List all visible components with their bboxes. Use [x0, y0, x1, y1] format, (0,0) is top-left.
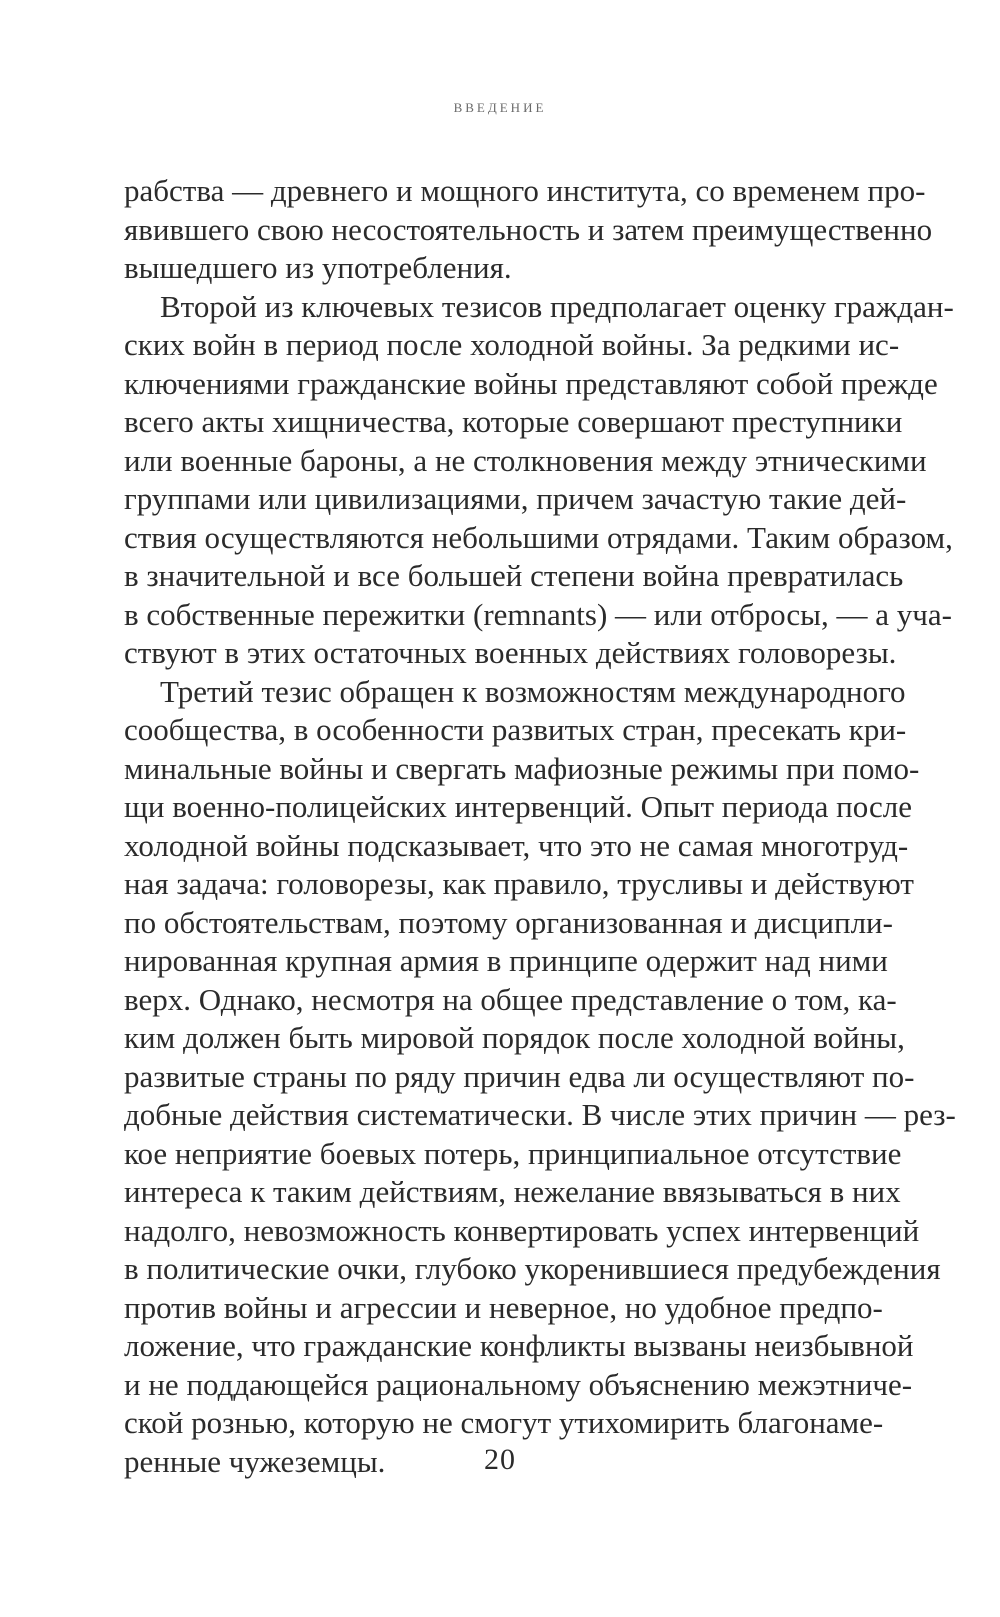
text-line: верх. Однако, несмотря на общее представление о том, ка-	[124, 981, 897, 1017]
text-line: ствия осуществляются небольшими отрядами. Таким образом,	[124, 519, 953, 555]
text-line: по обстоятельствам, поэтому организованная и дисципли-	[124, 904, 893, 940]
text-line: в значительной и все большей степени война превратилась	[124, 558, 904, 593]
text-line: явившего свою несостоятельность и затем преимущественно	[124, 211, 933, 247]
paragraph-2	[124, 288, 954, 673]
text-line: ренные чужеземцы.	[124, 1443, 386, 1479]
text-line: ской рознью, которую не смогут утихомирить благонаме-	[124, 1405, 884, 1440]
text-line: и не поддающейся рациональному объяснению межэтниче-	[124, 1366, 913, 1402]
text-line: вышедшего из употребления.	[124, 250, 512, 285]
text-line: надолго, невозможность конвертировать успех интервенций	[124, 1212, 920, 1248]
page-number: 20	[484, 1443, 516, 1476]
text-line: развитые страны по ряду причин едва ли осуществляют по-	[124, 1058, 915, 1094]
text-line: холодной войны подсказывает, что это не самая многотруд-	[124, 827, 909, 863]
body-text	[124, 172, 956, 1481]
text-line: ключениями гражданские войны представляют собой прежде	[124, 365, 938, 401]
text-line: щи военно-полицейских интервенций. Опыт периода после	[124, 789, 912, 824]
text-line: или военные бароны, а не столкновения между этническими	[124, 442, 927, 478]
text-line: рабства — древнего и мощного института, со временем про-	[124, 173, 926, 208]
text-line: в собственные пережитки (remnants) — или отбросы, — а уча-	[124, 596, 952, 632]
paragraph-1	[124, 172, 933, 288]
text-line: сообщества, в особенности развитых стран, пресекать кри-	[124, 712, 907, 747]
text-line: кое неприятие боевых потерь, принципиальное отсутствие	[124, 1135, 902, 1171]
text-line: всего акты хищничества, которые совершают преступники	[124, 404, 903, 439]
text-line: ских войн в период после холодной войны. За редкими ис-	[124, 327, 900, 362]
text-line: интереса к таким действиям, нежелание ввязываться в них	[124, 1174, 901, 1209]
text-line: нированная крупная армия в принципе одержит над ними	[124, 943, 888, 978]
text-line: добные действия систематически. В числе этих причин — рез-	[124, 1097, 956, 1132]
text-line: против войны и агрессии и неверное, но удобное предпо-	[124, 1289, 883, 1325]
text-line: Третий тезис обращен к возможностям международного	[160, 673, 906, 709]
text-line: Второй из ключевых тезисов предполагает оценку граждан-	[160, 288, 954, 324]
running-head: ВВЕДЕНИЕ	[453, 100, 547, 115]
text-line: ная задача: головорезы, как правило, трусливы и действуют	[124, 866, 914, 901]
text-line: группами или цивилизациями, причем зачастую такие дей-	[124, 481, 907, 516]
paragraph-3	[124, 673, 956, 1482]
text-line: минальные войны и свергать мафиозные режимы при помо-	[124, 750, 920, 786]
text-line: ложение, что гражданские конфликты вызваны неизбывной	[124, 1328, 914, 1363]
text-line: ствуют в этих остаточных военных действиях головорезы.	[124, 635, 897, 670]
text-line: в политические очки, глубоко укоренившиеся предубеждения	[124, 1251, 941, 1286]
text-line: ким должен быть мировой порядок после холодной войны,	[124, 1020, 905, 1055]
